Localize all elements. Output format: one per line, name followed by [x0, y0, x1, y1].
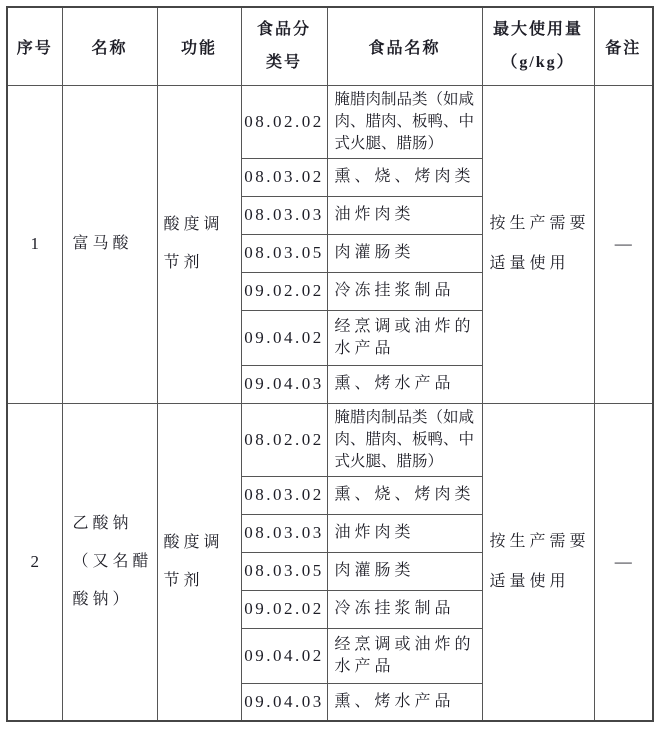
header-max-usage [482, 7, 594, 85]
function-line-2: 节剂 [163, 254, 204, 271]
food-name-cell: 经烹调或油炸的水产品 [327, 628, 482, 683]
category-code-cell: 08.03.05 [241, 552, 327, 590]
name-cell [62, 403, 157, 721]
max-usage-line-1: 按生产需要 [489, 215, 590, 232]
food-name-cell: 腌腊肉制品类（如咸肉、腊肉、板鸭、中式火腿、腊肠） [327, 403, 482, 476]
category-code-cell: 08.02.02 [241, 85, 327, 158]
category-code-cell: 08.03.03 [241, 196, 327, 234]
food-name-cell: 冷冻挂浆制品 [327, 272, 482, 310]
category-code-cell: 09.04.02 [241, 628, 327, 683]
table-row [7, 403, 653, 476]
header-row [7, 7, 653, 85]
header-serial-number: 序号 [7, 7, 62, 85]
header-line-1: 最大使用量 [492, 21, 583, 39]
category-code-cell: 08.03.02 [241, 158, 327, 196]
food-name-cell: 经烹调或油炸的水产品 [327, 310, 482, 365]
header-food-name: 食品名称 [327, 7, 482, 85]
max-usage-line-1: 按生产需要 [489, 532, 590, 550]
function-cell [157, 85, 241, 403]
max-usage-cell [482, 85, 594, 403]
function-cell [157, 403, 241, 721]
food-name-cell: 熏、烧、烤肉类 [327, 158, 482, 196]
header-remarks: 备注 [594, 7, 653, 85]
function-line-1: 酸度调 [163, 533, 224, 551]
header-function: 功能 [157, 7, 241, 85]
function-line-2: 节剂 [163, 571, 204, 589]
category-code-cell: 08.03.03 [241, 514, 327, 552]
category-code-cell: 09.04.03 [241, 365, 327, 403]
category-code-cell: 09.04.02 [241, 310, 327, 365]
food-name-cell: 熏、烧、烤肉类 [327, 476, 482, 514]
food-name-cell: 油炸肉类 [327, 196, 482, 234]
header-line-2: 类号 [265, 54, 302, 72]
name-line-1: 乙酸钠 [72, 514, 133, 532]
name-line-2: （又名醋 [72, 552, 153, 570]
food-name-cell: 油炸肉类 [327, 514, 482, 552]
category-code-cell: 09.02.02 [241, 590, 327, 628]
remarks-cell: — [594, 403, 653, 721]
food-name-cell: 肉灌肠类 [327, 552, 482, 590]
food-name-cell: 熏、烤水产品 [327, 683, 482, 721]
category-code-cell: 09.02.02 [241, 272, 327, 310]
food-name-cell: 腌腊肉制品类（如咸肉、腊肉、板鸭、中式火腿、腊肠） [327, 85, 482, 158]
max-usage-cell [482, 403, 594, 721]
name-line-3: 酸钠） [72, 590, 133, 608]
food-name-cell: 肉灌肠类 [327, 234, 482, 272]
name-line-1: 富马酸 [72, 235, 133, 252]
max-usage-line-2: 适量使用 [489, 255, 570, 272]
function-line-1: 酸度调 [163, 216, 224, 233]
name-cell [62, 85, 157, 403]
header-line-2: （g/kg） [501, 54, 575, 72]
food-name-cell: 冷冻挂浆制品 [327, 590, 482, 628]
food-additives-table [6, 6, 654, 722]
remarks-cell: — [594, 85, 653, 403]
category-code-cell: 08.03.05 [241, 234, 327, 272]
category-code-cell: 08.03.02 [241, 476, 327, 514]
serial-cell: 2 [7, 403, 62, 721]
table-row [7, 85, 653, 158]
category-code-cell: 09.04.03 [241, 683, 327, 721]
serial-cell: 1 [7, 85, 62, 403]
max-usage-line-2: 适量使用 [489, 572, 570, 590]
category-code-cell: 08.02.02 [241, 403, 327, 476]
header-name: 名称 [62, 7, 157, 85]
food-name-cell: 熏、烤水产品 [327, 365, 482, 403]
header-line-1: 食品分 [256, 21, 311, 39]
header-food-category-code [241, 7, 327, 85]
